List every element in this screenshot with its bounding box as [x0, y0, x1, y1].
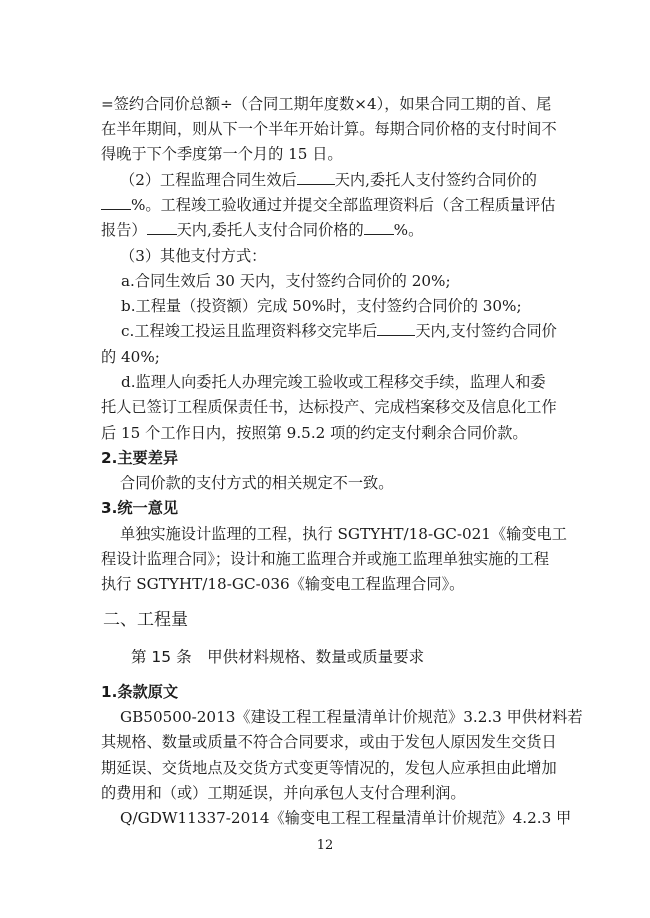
text-segment: 天内,支付签约合同价: [415, 322, 557, 340]
fill-in-blank: [364, 220, 394, 235]
item-c-line-2: 的 40%;: [101, 348, 160, 366]
heading-main-difference: 2.主要差异: [101, 449, 179, 467]
text-segment: （2）工程监理合同生效后: [120, 171, 297, 189]
body-text-line: 得晚于下个季度第一个月的 15 日。: [101, 145, 343, 163]
text-segment: c.工程竣工投运且监理资料移交完毕后: [121, 322, 378, 340]
item-b: b.工程量（投资额）完成 50%时，支付签约合同价的 30%;: [121, 297, 522, 315]
body-text-line: 的费用和（或）工期延误，并向承包人支付合理利润。: [101, 784, 466, 802]
body-text-line: 合同价款的支付方式的相关规定不一致。: [120, 474, 394, 492]
body-text-line: Q/GDW11337-2014《输变电工程工程量清单计价规范》4.2.3 甲: [120, 809, 572, 827]
fill-in-blank: [377, 321, 415, 336]
text-segment: 报告）: [101, 221, 147, 239]
heading-unified-opinion: 3.统一意见: [101, 499, 179, 517]
heading-clause-original: 1.条款原文: [101, 683, 179, 701]
clause-2-line-1: [120, 169, 537, 191]
text-segment: 天内,委托人支付签约合同价的: [334, 171, 537, 189]
fill-in-blank: [147, 220, 177, 235]
text-segment: %。: [393, 221, 424, 239]
body-text-line: =签约合同价总额÷（合同工期年度数×4），如果合同工期的首、尾: [101, 95, 552, 113]
page-number: 12: [316, 838, 334, 853]
item-d-line-2: 托人已签订工程质保责任书，达标投产、完成档案移交及信息化工作: [101, 398, 557, 416]
section-heading: 二、工程量: [103, 610, 188, 630]
body-text-line: 其规格、数量或质量不符合合同要求，或由于发包人原因发生交货日: [101, 733, 557, 751]
article-title: 第 15 条 甲供材料规格、数量或质量要求: [131, 648, 425, 666]
item-d-line-3: 后 15 个工作日内，按照第 9.5.2 项的约定支付剩余合同价款。: [101, 424, 528, 442]
body-text-line: 单独实施设计监理的工程，执行 SGTYHT/18-GC-021《输变电工: [120, 525, 567, 543]
clause-2-line-2: [101, 194, 556, 216]
fill-in-blank: [297, 170, 335, 185]
body-text-line: 期延误、交货地点及交货方式变更等情况的，发包人应承担由此增加: [101, 759, 557, 777]
body-text-line: 在半年期间，则从下一个半年开始计算。每期合同价格的支付时间不: [101, 120, 557, 138]
body-text-line: 程设计监理合同》；设计和施工监理合并或施工监理单独实施的工程: [101, 550, 550, 568]
text-segment: 天内,委托人支付合同价格的: [176, 221, 364, 239]
body-text-line: 执行 SGTYHT/18-GC-036《输变电工程监理合同》。: [101, 575, 465, 593]
clause-2-line-3: [101, 219, 423, 241]
clause-3-heading: （3）其他支付方式：: [120, 247, 267, 265]
item-d-line-1: d.监理人向委托人办理完竣工验收或工程移交手续，监理人和委: [121, 373, 546, 391]
item-c-line-1: [121, 320, 557, 342]
item-a: a.合同生效后 30 天内，支付签约合同价的 20%;: [121, 272, 451, 290]
fill-in-blank: [101, 195, 131, 210]
text-segment: %。工程竣工验收通过并提交全部监理资料后（含工程质量评估: [131, 196, 556, 214]
body-text-line: GB50500-2013《建设工程工程量清单计价规范》3.2.3 甲供材料若: [120, 708, 583, 726]
